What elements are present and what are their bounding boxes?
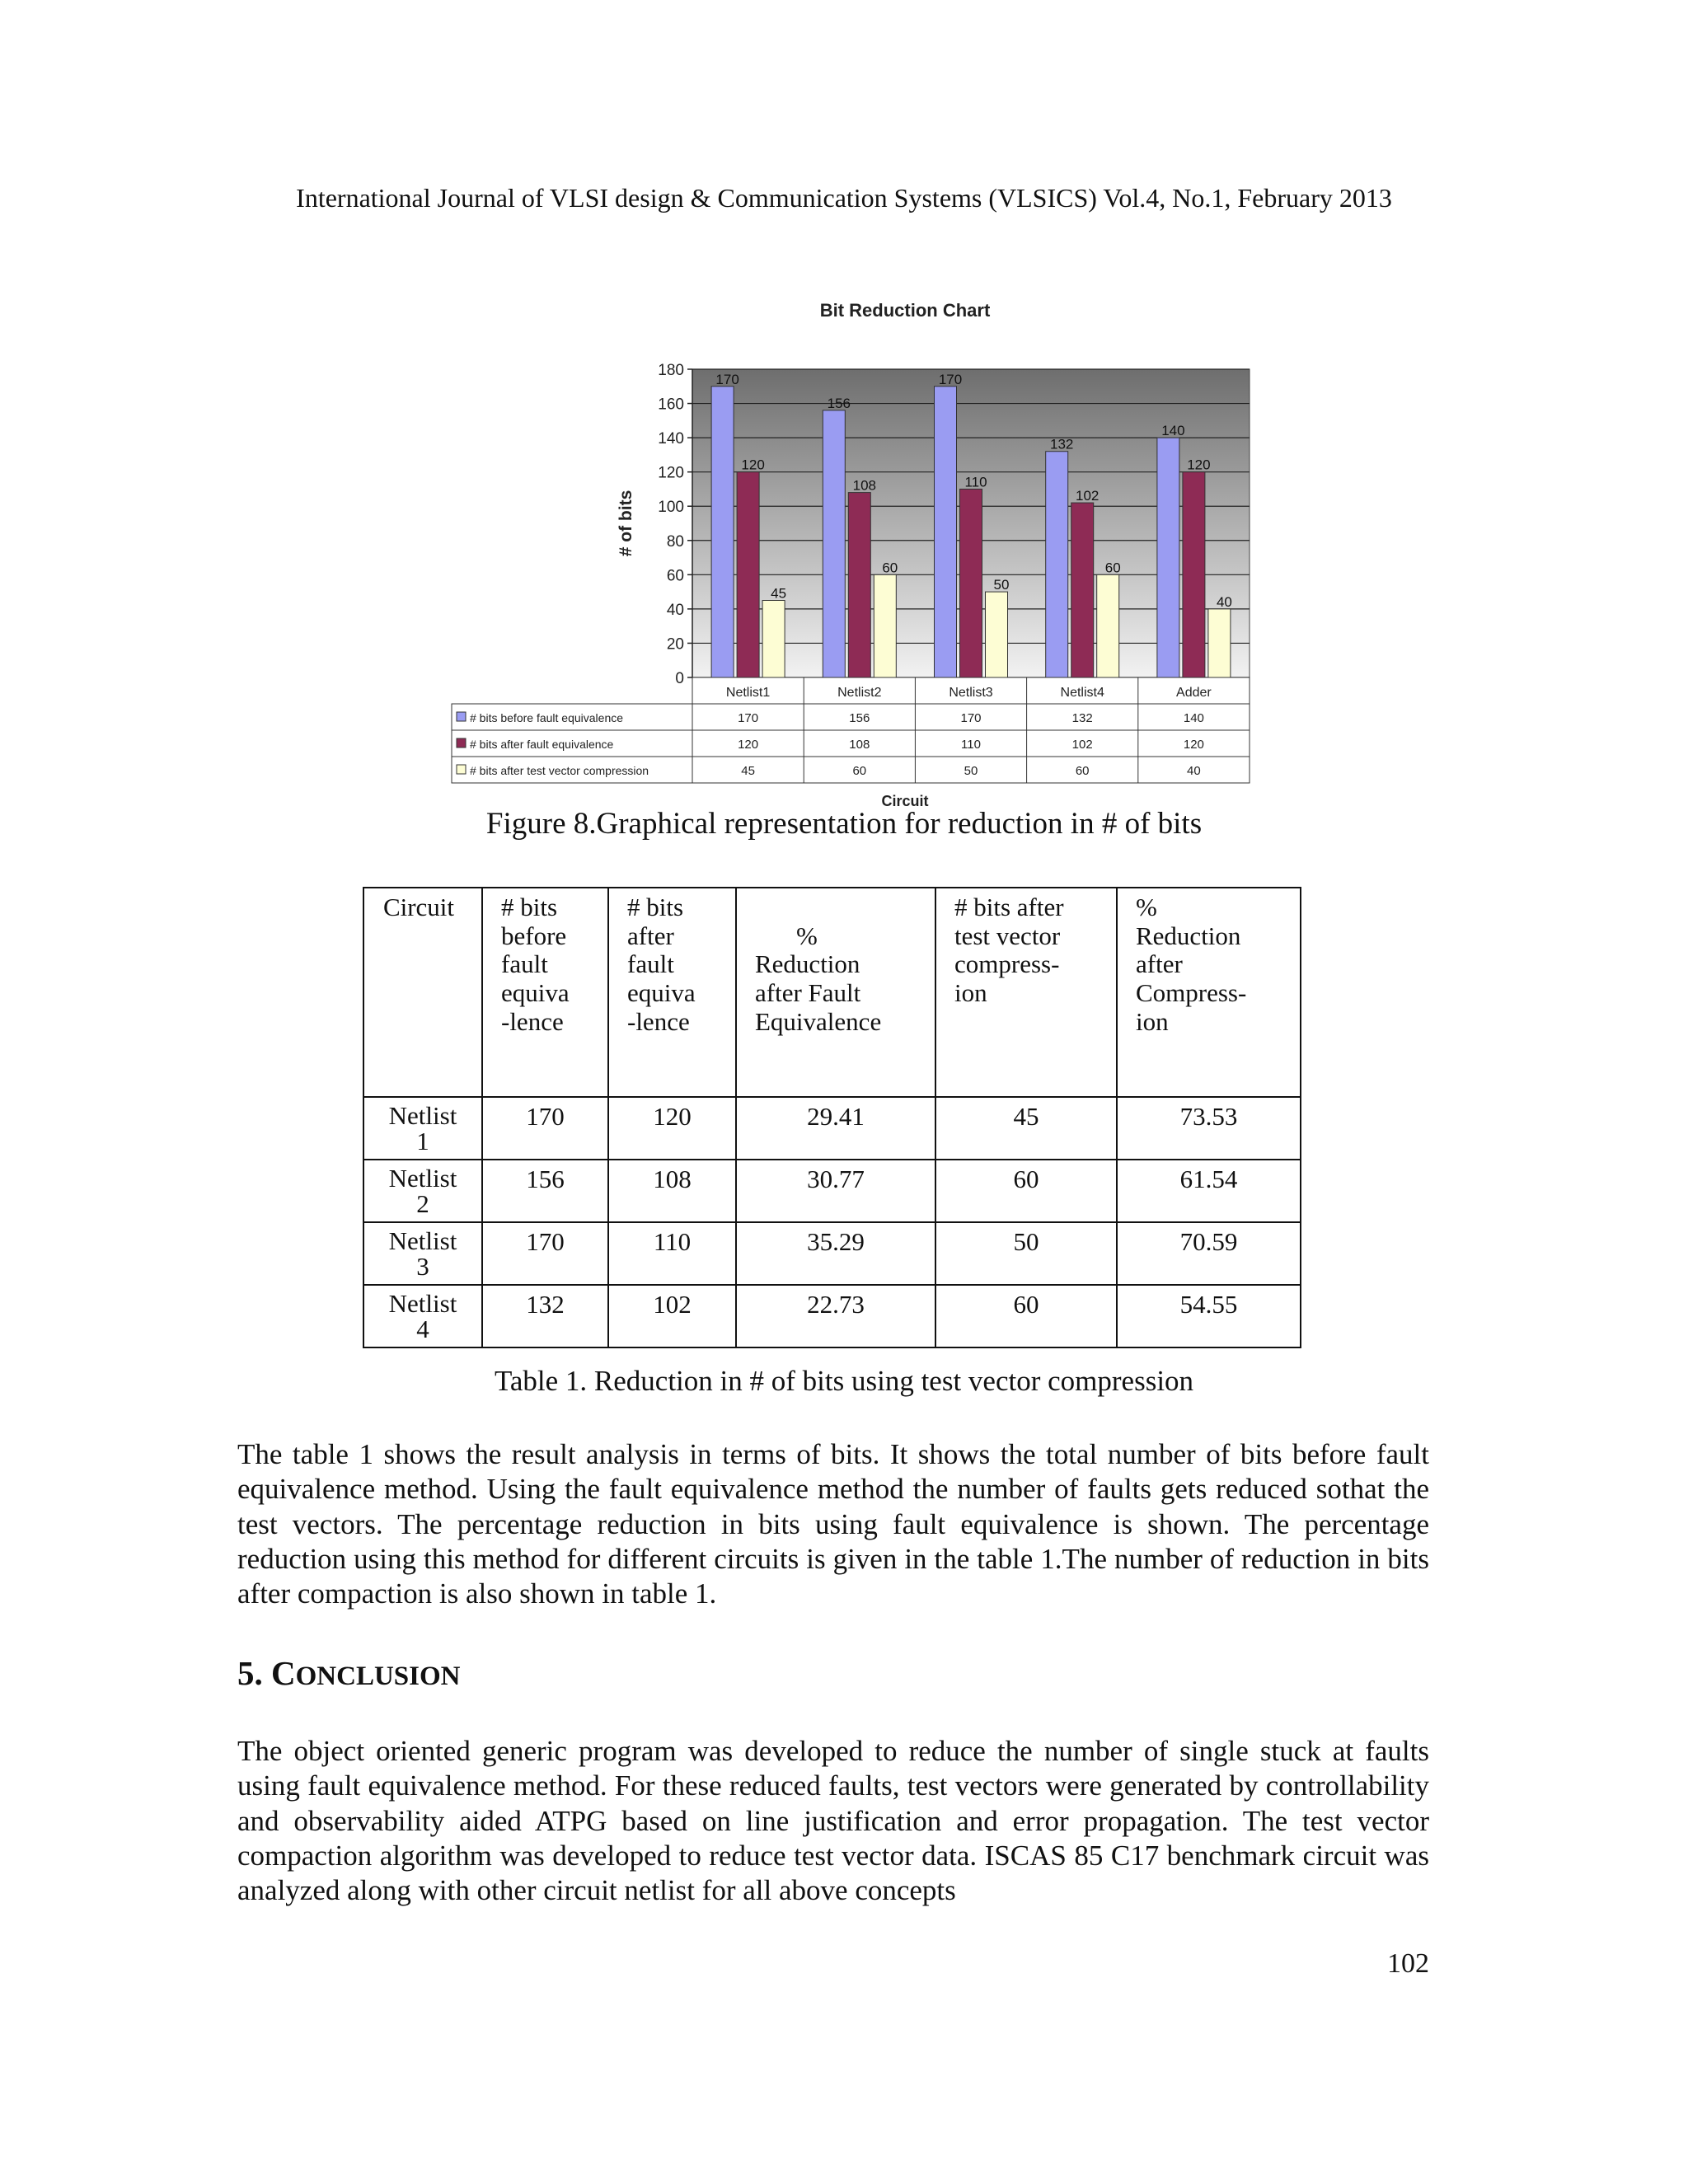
table-cell: 60 <box>935 1285 1117 1347</box>
table-cell-circuit <box>363 1097 482 1160</box>
circuit-name-line: 2 <box>416 1189 429 1218</box>
y-tick-label: 100 <box>658 499 684 517</box>
table-header-cell <box>736 888 935 1097</box>
conclusion-paragraph: The object oriented generic program was developed to reduce the number of single stuck at faults using fault equivalence method. For these reduced faults, test vectors were generated by controllability and observability aided ATPG based on line justification and error propagation. The test vector compaction algorithm was developed to reduce test vector data. ISCAS 85 C17 benchmark circuit was analyzed along with other circuit netlist for all above concepts <box>237 1735 1429 1907</box>
table-cell: 35.29 <box>736 1222 935 1285</box>
bar-data-label: 120 <box>1187 457 1211 473</box>
table-cell: 102 <box>608 1285 736 1347</box>
bar <box>711 387 734 677</box>
circuit-name-line: 4 <box>416 1315 429 1343</box>
bar-data-label: 60 <box>1104 560 1121 576</box>
x-category-label: Netlist1 <box>725 686 771 700</box>
bar <box>823 410 845 677</box>
table-header-line: compress- <box>954 949 1060 979</box>
table-cell: 108 <box>608 1160 736 1222</box>
table-header-line: after Fault <box>755 978 861 1008</box>
bar-data-label: 50 <box>993 577 1010 593</box>
x-category-label: Netlist4 <box>1060 686 1104 700</box>
table-cell: 61.54 <box>1117 1160 1301 1222</box>
table-header-line: # bits <box>627 893 684 921</box>
table-header-line: test vector <box>954 921 1061 950</box>
table-cell: 156 <box>482 1160 608 1222</box>
bar <box>986 592 1008 677</box>
table-row <box>363 1285 1301 1347</box>
section-number: 5. <box>237 1654 263 1692</box>
data-table-value: 40 <box>1187 764 1201 778</box>
bar-data-label: 156 <box>827 395 851 411</box>
figure-caption: Figure 8.Graphical representation for reduction in # of bits <box>485 807 1203 841</box>
legend-swatch <box>457 738 466 748</box>
table-cell-circuit <box>363 1222 482 1285</box>
table-header-line: % <box>1136 893 1157 921</box>
x-category-label: Netlist2 <box>837 686 882 700</box>
bar-data-label: 102 <box>1076 488 1100 504</box>
y-tick-label: 60 <box>666 567 684 585</box>
table-header-line: equiva <box>501 978 570 1008</box>
table-caption: Table 1. Reduction in # of bits using test vector compression <box>494 1365 1194 1397</box>
table-header-row <box>363 888 1301 1097</box>
table-cell: 73.53 <box>1117 1097 1301 1160</box>
circuit-name-line: 3 <box>416 1252 429 1281</box>
table-header-cell <box>935 888 1117 1097</box>
bar <box>1208 609 1231 677</box>
y-tick-label: 180 <box>658 362 684 379</box>
bar-data-label: 170 <box>938 371 963 387</box>
section-heading <box>237 1653 460 1693</box>
table-header-line: Compress- <box>1136 978 1247 1008</box>
legend-entry: # bits after test vector compression <box>470 764 649 777</box>
table-cell: 132 <box>482 1285 608 1347</box>
table-header-line: Reduction <box>755 949 860 979</box>
bar-data-label: 108 <box>852 477 876 494</box>
table-header-line: Reduction <box>1136 921 1241 950</box>
bar <box>1183 472 1205 677</box>
y-tick-label: 0 <box>675 670 684 687</box>
table-header-line: # bits <box>501 893 558 921</box>
y-tick-label: 160 <box>658 396 684 414</box>
table-cell: 60 <box>935 1160 1117 1222</box>
bar <box>1097 574 1119 677</box>
circuit-name-line: Netlist <box>388 1164 457 1193</box>
y-tick-label: 80 <box>666 532 684 551</box>
table-cell: 70.59 <box>1117 1222 1301 1285</box>
legend-swatch <box>457 712 466 721</box>
circuit-name-line: 1 <box>416 1127 429 1155</box>
results-table <box>363 887 1301 1348</box>
table-header-line: % <box>796 921 818 950</box>
table-row <box>363 1160 1301 1222</box>
data-table-value: 156 <box>849 711 870 725</box>
page-number: 102 <box>1387 1948 1429 1979</box>
x-category-label: Adder <box>1176 686 1212 700</box>
table-header-line: before <box>501 921 567 950</box>
bit-reduction-chart <box>452 293 1251 809</box>
table-cell: 170 <box>482 1222 608 1285</box>
table-cell: 50 <box>935 1222 1117 1285</box>
bar <box>1046 452 1068 677</box>
table-cell-circuit <box>363 1285 482 1347</box>
y-tick-label: 120 <box>658 464 684 482</box>
table-header-line: -lence <box>501 1006 564 1036</box>
running-header: International Journal of VLSI design & Communication Systems (VLSICS) Vol.4, No.1, February 2013 <box>296 183 1392 213</box>
table-cell: 22.73 <box>736 1285 935 1347</box>
y-tick-label: 140 <box>658 430 684 448</box>
data-table-value: 50 <box>964 764 978 778</box>
circuit-name-line: Netlist <box>388 1226 457 1255</box>
table-header-cell <box>363 888 482 1097</box>
data-table-value: 120 <box>1183 738 1204 752</box>
table-header-line: fault <box>501 949 548 979</box>
circuit-name-line: Netlist <box>388 1101 457 1130</box>
y-tick-label: 20 <box>666 635 684 654</box>
bar-data-label: 40 <box>1216 593 1232 610</box>
data-table-value: 108 <box>849 738 870 752</box>
bar <box>848 493 870 677</box>
data-table-value: 170 <box>738 711 759 725</box>
circuit-name-line: Netlist <box>388 1289 457 1318</box>
data-table-value: 110 <box>961 738 981 752</box>
table-header-cell <box>482 888 608 1097</box>
bar <box>1071 503 1094 677</box>
table-row <box>363 1222 1301 1285</box>
table-header-line: Circuit <box>382 893 455 921</box>
bar-data-label: 120 <box>741 457 765 473</box>
table-row <box>363 1097 1301 1160</box>
data-table-value: 102 <box>1071 738 1093 752</box>
bar <box>1157 438 1179 677</box>
table-header-line <box>755 893 926 922</box>
x-axis-label: Circuit <box>881 793 929 809</box>
section-title-rest: ONCLUSION <box>295 1661 461 1691</box>
table-header-line: # bits after <box>954 893 1064 921</box>
table-header-line: ion <box>954 978 987 1008</box>
table-header-line: Equivalence <box>755 1006 882 1036</box>
table-cell: 29.41 <box>736 1097 935 1160</box>
table-header-line: after <box>627 921 674 950</box>
table-cell: 110 <box>608 1222 736 1285</box>
table-header-line: fault <box>627 949 674 979</box>
table-cell: 30.77 <box>736 1160 935 1222</box>
legend-swatch <box>457 765 466 774</box>
data-table-value: 132 <box>1071 711 1093 725</box>
bar <box>960 489 982 677</box>
data-table-value: 60 <box>1075 764 1090 778</box>
table-cell: 54.55 <box>1117 1285 1301 1347</box>
bar <box>762 601 785 678</box>
bar-data-label: 170 <box>715 371 739 387</box>
bar-data-label: 140 <box>1161 423 1185 439</box>
results-paragraph: The table 1 shows the result analysis in terms of bits. It shows the total number of bits before fault equivalence method. Using the fault equivalence method the number of faults gets reduced sothat the test vectors. The percentage reduction in bits using fault equivalence is shown. The percentage reduction using this method for different circuits is given in the table 1.The number of reduction in bits after compaction is also shown in table 1. <box>237 1438 1429 1610</box>
data-table-value: 170 <box>960 711 982 725</box>
table-cell-circuit <box>363 1160 482 1222</box>
data-table-value: 120 <box>738 738 759 752</box>
y-tick-label: 40 <box>666 601 684 619</box>
data-table-value: 60 <box>852 764 867 778</box>
data-table-value: 140 <box>1183 711 1204 725</box>
table-header-line: after <box>1136 949 1183 979</box>
legend-entry: # bits after fault equivalence <box>470 738 614 751</box>
bar-data-label: 45 <box>771 585 787 602</box>
legend-entry: # bits before fault equivalence <box>470 711 624 724</box>
table-cell: 45 <box>935 1097 1117 1160</box>
bar <box>935 387 957 677</box>
table-cell: 120 <box>608 1097 736 1160</box>
bar-data-label: 110 <box>964 474 987 490</box>
bar <box>874 574 896 677</box>
table-header-line: ion <box>1136 1006 1169 1036</box>
table-header-cell <box>608 888 736 1097</box>
table-header-line: -lence <box>627 1006 690 1036</box>
table-cell: 170 <box>482 1097 608 1160</box>
chart-title: Bit Reduction Chart <box>819 300 991 321</box>
bar-data-label: 132 <box>1050 436 1074 452</box>
table-header-cell <box>1117 888 1301 1097</box>
x-category-label: Netlist3 <box>949 686 993 700</box>
table-header-line: equiva <box>627 978 696 1008</box>
section-first-letter: C <box>271 1654 296 1692</box>
y-axis-label: # of bits <box>617 490 635 557</box>
bar-data-label: 60 <box>882 560 898 576</box>
data-table-value: 45 <box>741 764 755 778</box>
bar <box>737 472 759 677</box>
